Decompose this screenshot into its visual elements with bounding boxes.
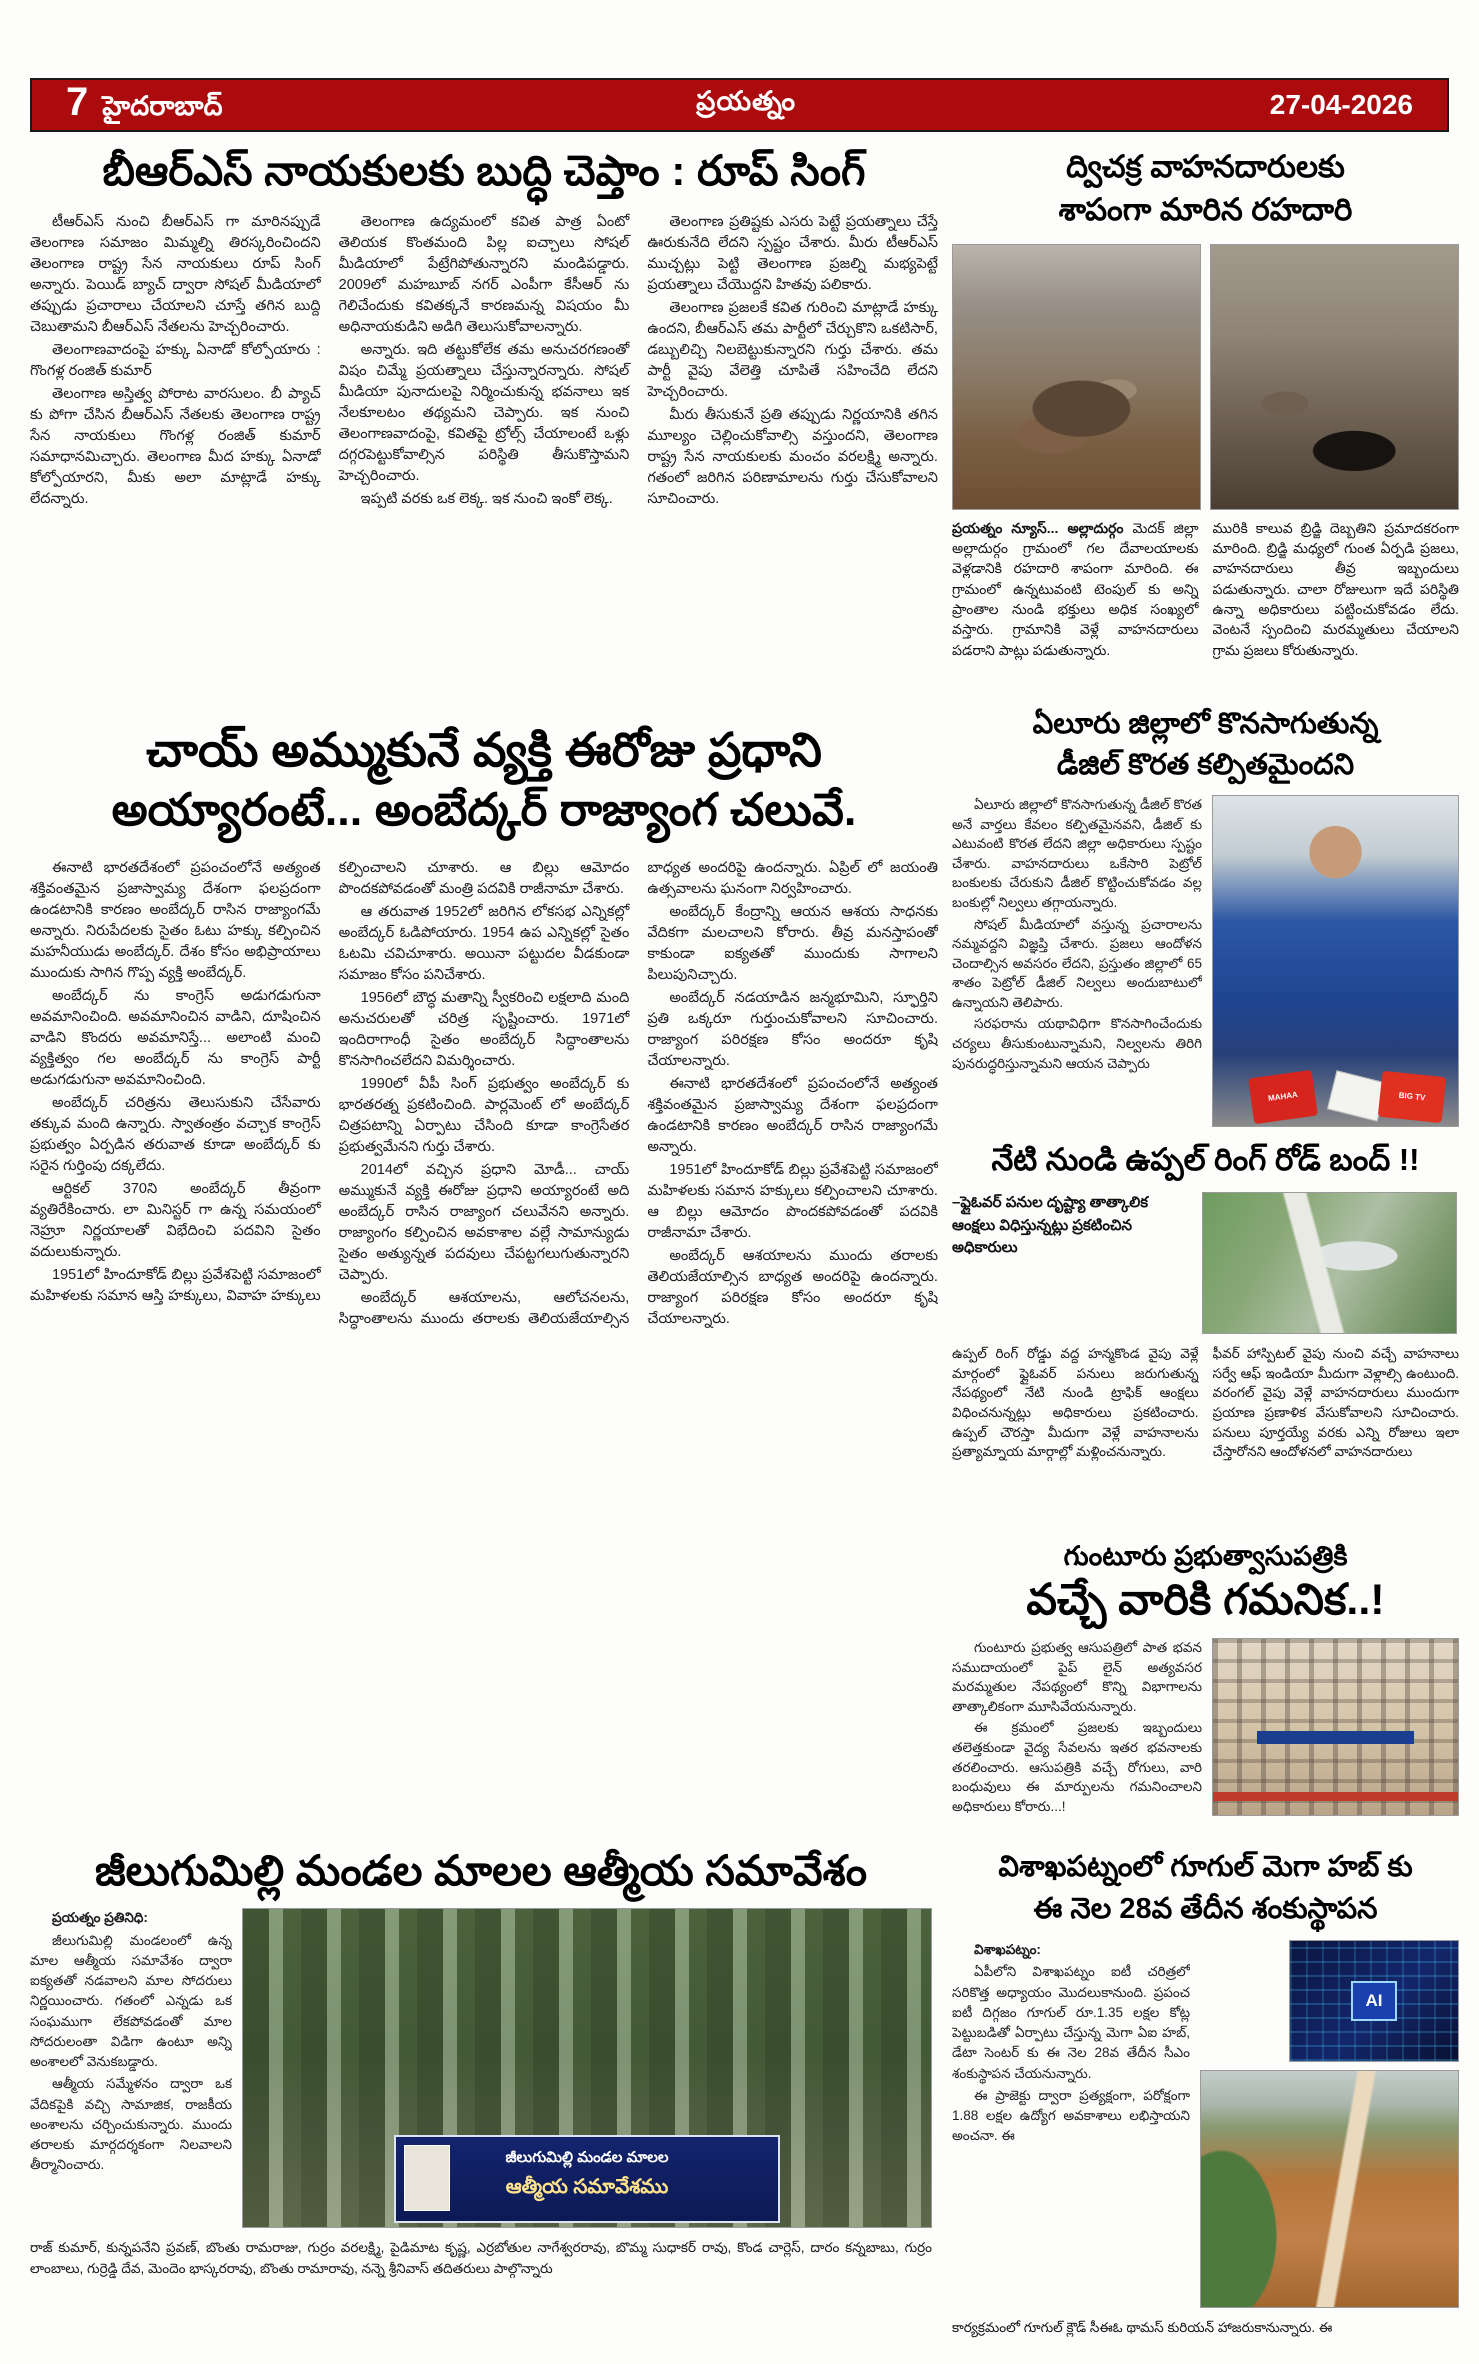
jeelugumilli-photo-caption: రాజ్ కుమార్, కున్నపనేని ప్రవణ్, బొంతు రామరాజు, గుర్రం వరలక్ష్మి, పైడిమాట కృష్ణ, ఎర్రబోతుల నాగేశ్వరరావు, బొమ్మ సుధాకర్ రావు, కొండ చార్లెస్, దారం కన్నబాబు, గుర్రం లాంబాలు, గుర్రెడ్డి దేవ, మెందెం భాస్కరరావు, బొంతు రామారావు, నన్నె శ్రీనివాస్ తదితరులు పాల్గొన్నారు <box>30 2240 932 2276</box>
article-ambedkar-body: ఈనాటి భారతదేశంలో ప్రపంచంలోనే అత్యంత శక్తివంతమైన ప్రజాస్వామ్య దేశంగా ఫలప్రదంగా ఉండటానికి కారణం అంబేద్కర్ రాసిన రాజ్యాంగమే అన్నారు. నిరుపేదలకు సైతం ఓటు హక్కు కల్పించిన మహనీయుడు అంబేద్కర్. దేశం కోసం అభిప్రాయాలు ముందుకు సాగిన గొప్ప వ్యక్తి అంబేద్కర్. అంబేద్కర్ ను కాంగ్రెస్ అడుగడుగునా అవమానించింది. అవమానించిన వాడిని, దూషించిన వాడిని కొందరు అవమానిస్తే... అలాంటి మంచి వ్యక్తిత్వం గల అంబేద్కర్ ను కాంగ్రెస్ పార్టీ అడుగడుగునా అవమానించింది. అంబేద్కర్ చరిత్రను తెలుసుకుని చేసేవారు తక్కువ మంది ఉన్నారు. స్వాతంత్రం వచ్చాక కాంగ్రెస్ ప్రభుత్వం ఏర్పడిన తరువాత కూడా అంబేద్కర్ కు సరైన గుర్తింపు దక్కలేదు. ఆర్టికల్ 370ని అంబేద్కర్ తీవ్రంగా వ్యతిరేకించారు. లా మినిస్టర్ గా ఉన్న సమయంలో నెహ్రూ నిర్ణయాలతో విభేదించి పదవిని సైతం వదులుకున్నారు. 1951లో హిందూకోడ్ బిల్లు ప్రవేశపెట్టి సమాజంలో మహిళలకు సమాన ఆస్తి హక్కులు, వివాహ హక్కులు కల్పించాలని చూశారు. ఆ బిల్లు ఆమోదం పొందకపోవడంతో మంత్రి పదవికి రాజీనామా చేశారు. ఆ తరువాత 1952లో జరిగిన లోకసభ ఎన్నికల్లో అంబేద్కర్ ఓడిపోయారు. 1954 ఉప ఎన్నికల్లో సైతం ఓటమి చవిచూశారు. అయినా పట్టుదల వీడకుండా సమాజం కోసం పనిచేశారు. 1956లో బౌద్ధ మతాన్ని స్వీకరించి లక్షలాది మంది అనుచరులతో చరిత్ర సృష్టించారు. 1971లో ఇందిరాగాంధీ సైతం అంబేద్కర్ సిద్ధాంతాలను కొనసాగించలేదని విమర్శించారు. 1990లో వీపీ సింగ్ ప్రభుత్వం అంబేద్కర్ కు భారతరత్న ప్రకటించింది. పార్లమెంట్ లో అంబేద్కర్ చిత్రపటాన్ని ఏర్పాటు చేసింది కూడా కాంగ్రెసేతర ప్రభుత్వమేనని గుర్తు చేశారు. 2014లో వచ్చిన ప్రధాని మోడీ... చాయ్ అమ్ముకునే వ్యక్తి ఈరోజు ప్రధాని అయ్యారంటే అది అంబేద్కర్ రాసిన రాజ్యాంగ చలువేనని అన్నారు. రాజ్యాంగం కల్పించిన అవకాశాల వల్లే సామాన్యుడు సైతం అత్యున్నత పదవులు చేపట్టగలుగుతున్నారని చెప్పారు. అంబేద్కర్ ఆశయాలను, ఆలోచనలను, సిద్ధాంతాలను ముందు తరాలకు తెలియజేయాల్సిన బాధ్యత అందరిపై ఉందన్నారు. ఏప్రిల్ లో జయంతి ఉత్సవాలను ఘనంగా నిర్వహించారు. అంబేద్కర్ కేంద్రాన్ని ఆయన ఆశయ సాధనకు వేదికగా మలచాలని కోరారు. తీవ్ర మనస్తాపంతో కాకుండా ఐక్యతతో ముందుకు సాగాలని పిలుపునిచ్చారు. అంబేద్కర్ నడయాడిన జన్మభూమిని, స్ఫూర్తిని ప్రతి ఒక్కరూ గుర్తుంచుకోవాలని సూచించారు. రాజ్యాంగ పరిరక్షణ కోసం అందరూ కృషి చేయాలన్నారు. ఈనాటి భారతదేశంలో ప్రపంచంలోనే అత్యంత శక్తివంతమైన ప్రజాస్వామ్య దేశంగా ఫలప్రదంగా ఉండటానికి కారణం అంబేద్కర్ రాసిన రాజ్యాంగమే అన్నారు. 1951లో హిందూకోడ్ బిల్లు ప్రవేశపెట్టి సమాజంలో మహిళలకు సమాన హక్కులు కల్పించాలని చూశారు. ఆ బిల్లు ఆమోదం పొందకపోవడంతో పదవికి రాజీనామా చేశారు. అంబేద్కర్ ఆశయాలను ముందు తరాలకు తెలియజేయాల్సిన బాధ్యత అందరిపై ఉందన్నారు. రాజ్యాంగ పరిరక్షణ కోసం అందరూ కృషి చేయాలన్నారు. <box>30 859 938 1328</box>
banner-text-line1: జీలుగుమిల్లి మండల మాలల <box>505 2149 669 2167</box>
banner-portrait <box>404 2145 450 2211</box>
article-google-body <box>952 1940 1190 2310</box>
article-google-headline-line1: విశాఖపట్నంలో గూగుల్ మెగా హబ్ కు <box>998 1851 1413 1883</box>
press-conference-photo <box>1212 795 1459 1127</box>
article-diesel-headline-line2: డీజిల్ కొరత కల్పితమైందని <box>1056 748 1355 781</box>
group-meeting-photo <box>242 1908 932 2228</box>
damaged-road-photo-2 <box>1210 244 1459 510</box>
ai-chip-photo <box>1289 1940 1459 2062</box>
hospital-building-photo <box>1212 1638 1459 1816</box>
article-road-headline-line2: శాపంగా మారిన రహదారి <box>1058 192 1353 228</box>
article-diesel-headline <box>952 704 1459 785</box>
article-brs-body: టీఆర్ఎస్ నుంచి బీఆర్ఎస్ గా మారినప్పుడే తెలంగాణ సమాజం మిమ్మల్ని తిరస్కరించిందని తెలంగాణ రాష్ట్ర సేన నాయకులు రూప్ సింగ్ అన్నారు. పెయిడ్ బ్యాచ్ ద్వారా సోషల్ మీడియాలో తప్పుడు ప్రచారాలు చేయాలని చూస్తే తగిన బుద్ది చెబుతామని బీఆర్ఎస్ నేతలను హెచ్చరించారు. తెలంగాణవాదంపై హక్కు ఏనాడో కోల్పోయారు : గొంగళ్ల రంజిత్ కుమార్ తెలంగాణ అస్తిత్వ పోరాట వారసులం. బీ ప్యాచ్ కు పోగా చేసిన బీఆర్ఎస్ నేతలకు తెలంగాణ రాష్ట్ర సేన నాయకులు గొంగళ్ల రంజిత్ కుమార్ సమాధానమిచ్చారు. తెలంగాణ మీద హక్కు ఏనాడో కోల్పోయారని, మీకు అలా మాట్లాడే హక్కు లేదన్నారు. తెలంగాణ ఉద్యమంలో కవిత పాత్ర ఏంటో తెలియక కొంతమంది పిల్ల ఐచ్చాలు సోషల్ మీడియాలో పేట్రేగిపోతున్నారని మండిపడ్డారు. 2009లో మహబూబ్ నగర్ ఎంపీగా కేసీఆర్ ను గెలిచేందుకు కవితక్కనే కారణమన్న విషయం మీ అధినాయకుడిని అడిగి తెలుసుకోవాలన్నారు. అన్నారు. ఇది తట్టుకోలేక తమ అనుచరగణంతో విషం చిమ్మే ప్రయత్నాలు చేస్తున్నారన్నారు. సోషల్ మీడియా పునాదులపై నిర్మించుకున్న భవనాలు ఇక నేలకూలటం తథ్యమని చెప్పారు. ఇక నుంచి తెలంగాణవాదంపై, కవితపై ట్రోల్స్ చేయాలంటే ఒళ్లు దగ్గరపెట్టుకోవాల్సిన పరిస్థితి తీసుకొస్తామని హెచ్చరించారు. ఇప్పటి వరకు ఒక లెక్క. ఇక నుంచి ఇంకో లెక్క. తెలంగాణ ప్రతిష్టకు ఎసరు పెట్టే ప్రయత్నాలు చేస్తే ఊరుకునేది లేదని స్పష్టం చేశారు. మీరు టీఆర్ఎస్ ముచ్చట్లు పెట్టి తెలంగాణ ప్రజల్ని మభ్యపెట్టే ప్రయత్నాలు చేయొద్దని హితవు పలికారు. తెలంగాణ ప్రజలకే కవిత గురించి మాట్లాడే హక్కు ఉందని, బీఆర్ఎస్ తమ పార్టీలో చేర్చుకొని ఒకటిసార్, డబ్బులిచ్చి నిలబెట్టుకున్నారని గుర్తు చేశారు. తమ పార్టీ వైపు వేలెత్తి చూపితే సహించేది లేదని హెచ్చరించారు. మీరు తీసుకునే ప్రతి తప్పుడు నిర్ణయానికి తగిన మూల్యం చెల్లించుకోవాల్సి వస్తుందని, తెలంగాణ రాష్ట్ర సేన నాయకులకు మంచం వరలక్ష్మి అన్నారు. గతంలో జరిగిన పరిణామాలను గుర్తు చేసుకోవాలని సూచించారు. <box>30 213 938 507</box>
article-ambedkar-headline-line2: అయ్యారంటే... అంబేద్కర్ రాజ్యాంగ చలువే. <box>111 784 857 836</box>
google-content-row <box>952 1940 1459 2310</box>
google-body-paras: ఏపీలోని విశాఖపట్నం ఐటీ చరిత్రలో సరికొత్త అధ్యాయం మొదలుకానుంది. ప్రపంచ ఐటీ దిగ్గజం గూగుల్ రూ.1.35 లక్షల కోట్ల పెట్టుబడితో ఏర్పాటు చేస్తున్న మెగా ఏఐ హబ్, డేటా సెంటర్ కు ఈ నెల 28వ తేదీన సీఎం శంకుస్థాపన చేయనున్నారు. ఈ ప్రాజెక్టు ద్వారా ప్రత్యక్షంగా, పరోక్షంగా 1.88 లక్షల ఉద్యోగ అవకాశాలు లభిస్తాయని అంచనా. ఈ <box>952 1964 1190 2144</box>
article-guntur <box>952 1538 1459 1834</box>
masthead-bar <box>30 78 1449 132</box>
article-guntur-body: గుంటూరు ప్రభుత్వ ఆసుపత్రిలో పాత భవన సముదాయంలో పైప్ లైన్ అత్యవసర మరమ్మతుల నేపథ్యంలో కొన్ని విభాగాలను తాత్కాలికంగా మూసివేయనున్నారు. ఈ క్రమంలో ప్రజలకు ఇబ్బందులు తలెత్తకుండా వైద్య సేవలను ఇతర భవనాలకు తరలించారు. ఆసుపత్రికి వచ్చే రోగులు, వారి బంధువులు ఈ మార్పులను గమనించాలని అధికారులు కోరారు...! <box>952 1640 1202 1814</box>
article-brs-headline: బీఆర్ఎస్ నాయకులకు బుద్ధి చెప్తాం : రూప్ సింగ్ <box>102 147 866 194</box>
uppal-sub-row <box>952 1192 1459 1334</box>
banner-text-line2: ఆత్మీయ సమావేశము <box>505 2176 669 2199</box>
article-google-headline-line2: ఈ నెల 28వ తేదీన శంకుస్థాపన <box>1033 1893 1378 1926</box>
article-ambedkar-headline-line1: చాయ్ అమ్ముకునే వ్యక్తి ఈరోజు ప్రధాని <box>146 723 822 776</box>
ai-chip-label: AI <box>1351 1981 1397 2021</box>
edition-city: హైదరాబాద్ <box>102 90 223 121</box>
article-guntur-headline-line2: వచ్చే వారికి గమనిక..! <box>1026 1576 1385 1625</box>
mic-flag-mahaa: MAHAA <box>1248 1070 1318 1124</box>
article-diesel-headline-line1: ఏలూరు జిల్లాలో కొనసాగుతున్న <box>1032 708 1379 740</box>
article-google-headline <box>952 1846 1459 1930</box>
meeting-banner <box>394 2135 779 2223</box>
uppal-body-col2: ఫీవర్ హాస్పిటల్ వైపు నుంచి వచ్చే వాహనాలు సర్వే ఆఫ్ ఇండియా మీదుగా వెళ్లాల్సి ఉంటుంది. వరంగల్ వైపు వెళ్లే వాహనదారులు ముందుగా ప్రయాణ ప్రణాళిక వేసుకోవాలని సూచించారు. పనులు పూర్తయ్యే వరకు ఎన్ని రోజులు ఇలా చేస్తారోనని ఆందోళనలో వాహనదారులు <box>1212 1346 1459 1460</box>
guntur-content-row <box>952 1638 1459 1816</box>
site-aerial-photo <box>1200 2070 1459 2308</box>
issue-date: 27-04-2026 <box>1269 89 1413 120</box>
article-uppal-headline: నేటి నుండి ఉప్పల్ రింగ్ రోడ్ బంద్ !! <box>991 1142 1420 1177</box>
newspaper-name: ప్రయత్నం <box>696 86 797 116</box>
article-brs <box>30 145 938 707</box>
uppal-body-col1: ఉప్పల్ రింగ్ రోడ్డు వద్ద హన్మకొండ వైపు వెళ్లే మార్గంలో ఫ్లైఓవర్ పనులు జరుగుతున్న నేపథ్యంలో నేటి నుండి ట్రాఫిక్ ఆంక్షలు విధించనున్నట్లు అధికారులు ప్రకటించారు. ఉప్పల్ చౌరస్తా మీదుగా వెళ్లే వాహనాలను ప్రత్యామ్నాయ మార్గాల్లో మళ్లించనున్నారు. <box>952 1346 1199 1460</box>
road-body-columns <box>952 518 1459 690</box>
flyover-aerial-photo <box>1202 1192 1457 1334</box>
article-diesel-body: ఏలూరు జిల్లాలో కొనసాగుతున్న డీజిల్ కొరత అనే వార్తలు కేవలం కల్పితమైనవని, డీజిల్ కు ఎటువంటి కొరత లేదని జిల్లా అధికారులు స్పష్టం చేశారు. వాహనదారులు ఒకేసారి పెట్రోల్ బంకులకు చేరుకుని డీజిల్ కొట్టించుకోవడం వల్ల బంకుల్లో నిల్వలు తగ్గాయన్నారు. సోషల్ మీడియాలో వస్తున్న ప్రచారాలను నమ్మవద్దని విజ్ఞప్తి చేశారు. ప్రజలు ఆందోళన చెందాల్సిన అవసరం లేదని, ప్రస్తుతం జిల్లాలో 65 శాతం పెట్రోల్ డీజిల్ నిల్వలు అందుబాటులో ఉన్నాయని తెలిపారు. సరఫరాను యథావిధిగా కొనసాగించేందుకు చర్యలు తీసుకుంటున్నామని, నిల్వలను తిరిగి పునరుద్ధరిస్తున్నామని ఆయన చెప్పారు <box>952 797 1202 1071</box>
article-jeelugumilli <box>30 1846 932 2358</box>
road-photos <box>952 244 1459 510</box>
google-body-foot: కార్యక్రమంలో గూగుల్ క్లౌడ్ సీఈఓ థామస్ కురియన్ హాజరుకానున్నారు. ఈ <box>952 2320 1333 2336</box>
article-diesel <box>952 704 1459 1136</box>
road-body-text-1: మెదక్ జిల్లా అల్లాదుర్గం గ్రామంలో గల దేవాలయాలకు వెళ్లడానికి రహదారి శాపంగా మారింది. ఈ గ్రామంలో ఉన్నటువంటి టెంపుల్ కు అన్ని ప్రాంతాల నుండి భక్తులు అధిక సంఖ్యలో వస్తారు. గ్రామానికి వెళ్లే వాహనదారులు పడరాని పాట్లు పడుతున్నారు. <box>952 519 1199 658</box>
article-jeelugumilli-headline: జీలుగుమిల్లి మండల మాలల ఆత్మీయ సమావేశం <box>94 1847 868 1894</box>
hospital-signboard <box>1257 1731 1414 1744</box>
hospital-red-strip <box>1213 1792 1458 1801</box>
jeelugumilli-content-row <box>30 1908 932 2228</box>
road-dateline: ప్రయత్నం న్యూస్... అల్లాదుర్గం <box>952 519 1124 536</box>
article-guntur-headline-line1: గుంటూరు ప్రభుత్వాసుపత్రికి <box>1063 1541 1348 1571</box>
article-uppal-subhead: –ఫ్లైఓవర్ పనుల దృష్ట్యా తాత్కాలిక ఆంక్షలు విధిస్తున్నట్లు ప్రకటించిన అధికారులు <box>952 1194 1149 1257</box>
article-road <box>952 145 1459 701</box>
road-body-col1 <box>952 518 1199 690</box>
google-photo-collage <box>1200 1940 1459 2310</box>
masthead-left <box>66 79 223 129</box>
article-ambedkar <box>30 718 938 1830</box>
page-number: 7 <box>66 79 89 124</box>
diesel-content-row <box>952 795 1459 1127</box>
damaged-road-photo-1 <box>952 244 1201 510</box>
article-uppal <box>952 1140 1459 1536</box>
article-jeelugumilli-body <box>30 1908 232 2228</box>
article-road-headline <box>952 145 1459 232</box>
google-dateline: విశాఖపట్నం: <box>974 1942 1041 1958</box>
road-body-col2: మురికి కాలువ బ్రిడ్జి దెబ్బతిని ప్రమాదకరంగా మారింది. బ్రిడ్జి మధ్యలో గుంత ఏర్పడి ప్రజలు, వాహనదారులు తీవ్ర ఇబ్బందులు పడుతున్నారు. చాలా రోజులుగా ఇదే పరిస్థితి ఉన్నా అధికారులు పట్టించుకోవడం లేదు. వెంటనే స్పందించి మరమ్మతులు చేయాలని గ్రామ ప్రజలు కోరుతున్నారు. <box>1212 519 1459 658</box>
article-road-headline-line1: ద్విచక్ర వాహనదారులకు <box>1066 149 1345 184</box>
article-google <box>952 1846 1459 2358</box>
mic-flag-bigtv: BIG TV <box>1378 1071 1446 1123</box>
jeelugumilli-dateline: ప్రయత్నం ప్రతినిధి: <box>52 1910 148 1926</box>
uppal-body-columns <box>952 1344 1459 1530</box>
jeelugumilli-body-paras: జీలుగుమిల్లి మండలంలో ఉన్న మాల ఆత్మీయ సమావేశం ద్వారా ఐక్యతతో నడవాలని మాల సోదరులు నిర్ణయించారు. గతంలో ఎన్నడు ఒక సంఘముగా లేకపోవడంతో మాల సోదరులంతా విడిగా ఉంటూ అన్ని అంశాలలో వెనుకబడ్డారు. ఆత్మీయ సమ్మేళనం ద్వారా ఒక వేదికపైకి వచ్చి సామాజిక, రాజకీయ అంశాలను చర్చించుకున్నారు. ముందు తరాలకు మార్గదర్శకంగా నిలవాలని తీర్మానించారు. <box>30 1932 232 2173</box>
